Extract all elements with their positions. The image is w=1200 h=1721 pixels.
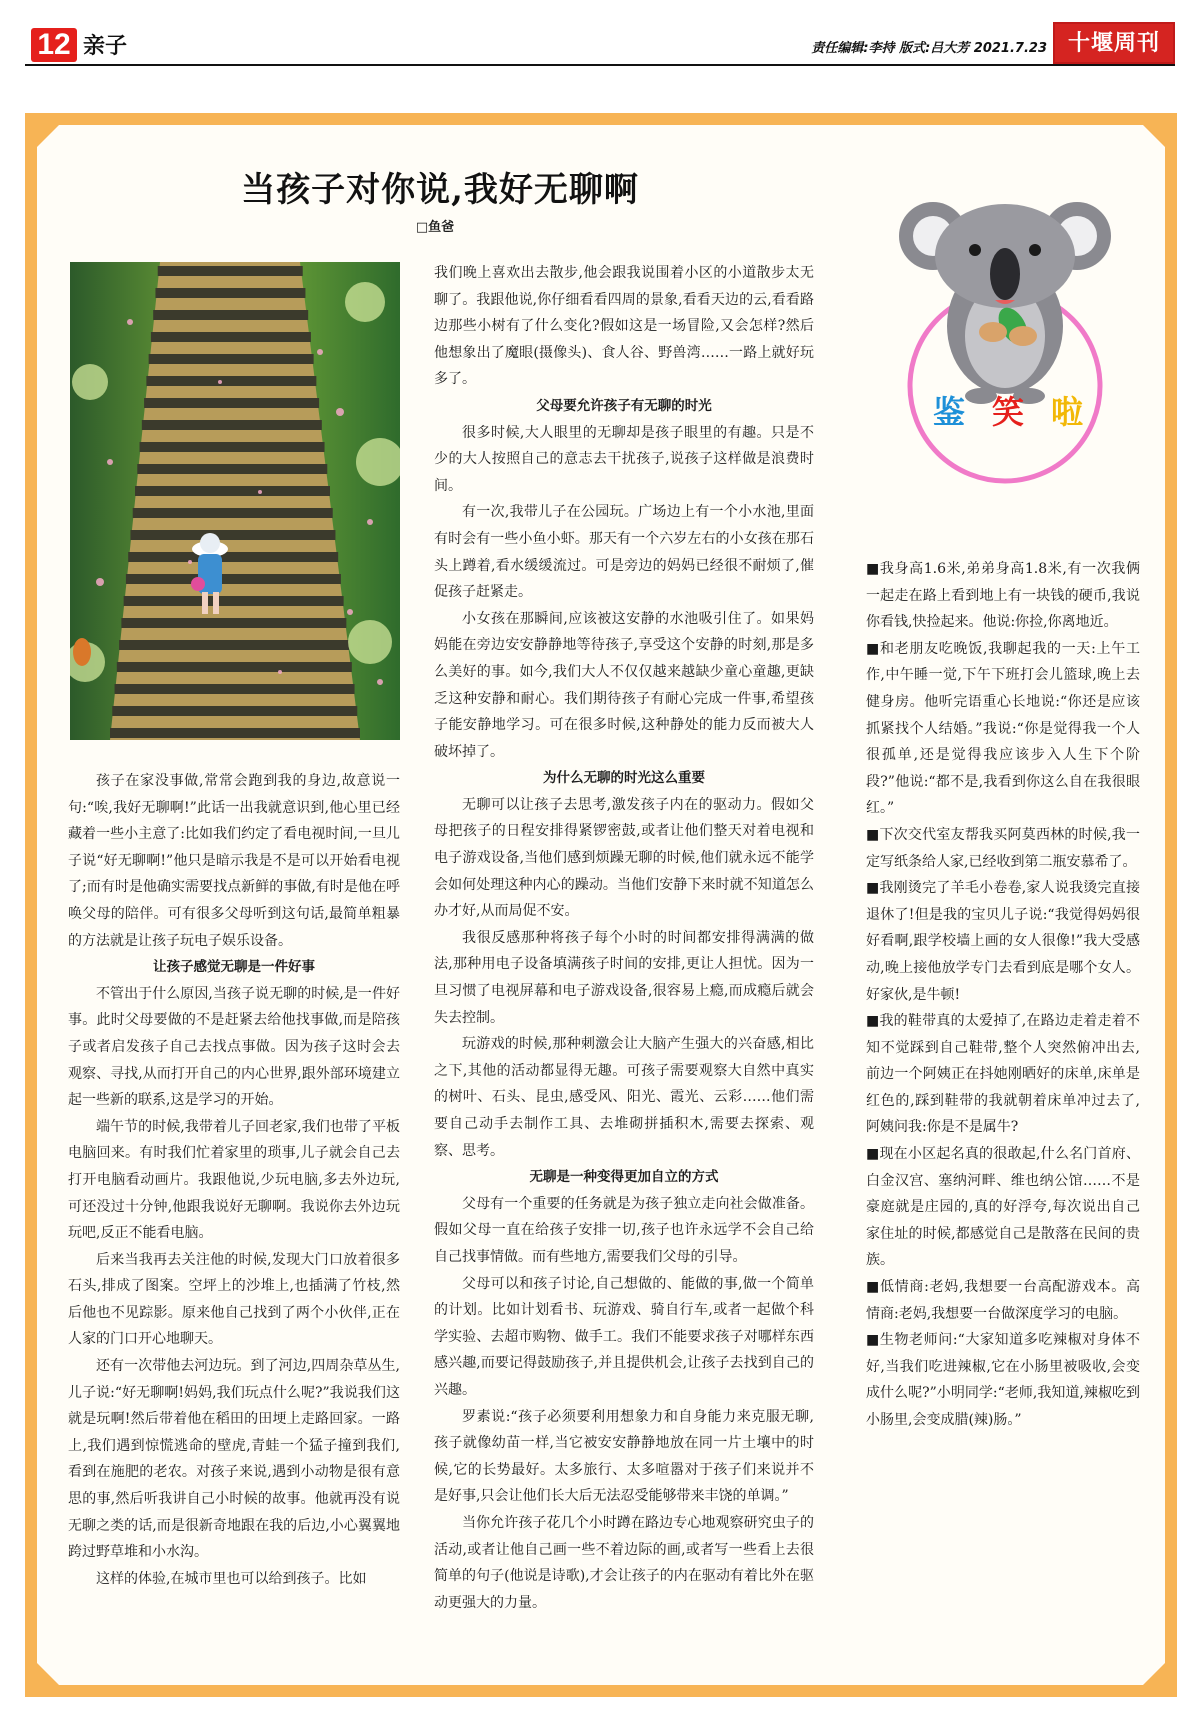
joke-item: ■现在小区起名真的很敢起,什么名门首府、白金汉宫、塞纳河畔、维也纳公馆……不是豪庭就是庄园的,真的好浮夸,每次说出自己家住址的时候,都感觉自己是散落在民间的贵族。 — [866, 1146, 1140, 1269]
section-name: 亲子 — [83, 34, 128, 59]
editor-credits: 责任编辑:李持 版式:吕大芳 2021.7.23 — [811, 41, 1047, 56]
paragraph: 玩游戏的时候,那种刺激会让大脑产生强大的兴奋感,相比之下,其他的活动都显得无趣。可孩子需要观察大自然中真实的树叶、石头、昆虫,感受风、阳光、霞光、云彩……他们需要自己动手去制作工具、去堆砌拼插积木,需要去探索、观察、思考。 — [434, 1036, 814, 1159]
stair-step — [158, 266, 303, 276]
article-title: 当孩子对你说,我好无聊啊 — [241, 170, 639, 210]
joke-item: ■生物老师问:“大家知道多吃辣椒对身体不好,当我们吃进辣椒,它在小肠里被吸收,会变成什么呢?”小明同学:“老师,我知道,辣椒吃到小肠里,会变成腊(辣)肠。” — [866, 1332, 1140, 1428]
stair-step — [140, 442, 325, 452]
joke-badge — [933, 392, 1083, 432]
paragraph: 无聊可以让孩子去思考,激发孩子内在的驱动力。假如父母把孩子的日程安排得紧锣密鼓,或者让他们整天对着电视和电子游戏设备,当他们感到烦躁无聊的时候,他们就永远不能学会如何处理这种内心的躁动。当他们安静下来时就不知道怎么办才好,从而局促不安。 — [434, 796, 814, 920]
paragraph: 我们晚上喜欢出去散步,他会跟我说围着小区的小道散步太无聊了。我跟他说,你仔细看看四周的景象,看看天边的云,看看路边那些小树有了什么变化?假如这是一场冒险,又会怎样?然后他想象出了魔眼(摄像头)、食人谷、野兽湾……一路上就好玩多了。 — [434, 265, 814, 388]
stair-step — [117, 662, 352, 672]
joke-item: ■低情商:老妈,我想要一台高配游戏本。高情商:老妈,我想要一台做深度学习的电脑。 — [866, 1279, 1140, 1322]
stair-step — [119, 640, 349, 650]
stair-step — [110, 728, 360, 738]
badge-char: 鉴 — [933, 393, 966, 431]
section-heading: 无聊是一种变得更加自立的方式 — [529, 1169, 719, 1186]
publication-logo: 十堰周刊 — [1053, 22, 1175, 64]
section-heading: 让孩子感觉无聊是一件好事 — [153, 959, 315, 976]
koala-illustration — [893, 196, 1118, 521]
frame-corner — [37, 1663, 59, 1685]
paragraph: 父母有一个重要的任务就是为孩子独立走向社会做准备。假如父母一直在给孩子安排一切,孩子也许永远学不会自己给自己找事情做。而有些地方,需要我们父母的引导。 — [434, 1195, 814, 1265]
paragraph: 我很反感那种将孩子每个小时的时间都安排得满满的做法,那种用电子设备填满孩子时间的安排,更让人担忧。因为一旦习惯了电视屏幕和电子游戏设备,很容易上瘾,而成瘾后就会失去控制。 — [434, 929, 814, 1026]
stair-step — [121, 618, 346, 628]
stair-step — [124, 596, 344, 606]
section-heading: 为什么无聊的时光这么重要 — [543, 770, 705, 787]
stair-step — [142, 420, 322, 430]
stair-step — [128, 552, 338, 562]
page-header — [25, 22, 1175, 64]
jokes-column — [866, 556, 1140, 1434]
joke-item: ■下次交代室友帮我买阿莫西林的时候,我一定写纸条给人家,已经收到第二瓶安慕希了。 — [866, 826, 1140, 870]
paragraph: 端午节的时候,我带着儿子回老家,我们也带了平板电脑回来。有时我们忙着家里的琐事,儿子就会自己去打开电脑看动画片。我跟他说,少玩电脑,多去外边玩,可还没过十分钟,他跟我说好无聊啊。我说你去外边玩玩吧,反正不能看电脑。 — [68, 1118, 400, 1242]
article-column-1 — [68, 768, 400, 1592]
stair-step — [115, 684, 355, 694]
paragraph: 后来当我再去关注他的时候,发现大门口放着很多石头,排成了图案。空坪上的沙堆上,也插满了竹枝,然后他也不见踪影。原来他自己找到了两个小伙伴,正在人家的门口开心地聊天。 — [68, 1251, 400, 1348]
stair-step — [149, 354, 314, 364]
paragraph: 父母可以和孩子讨论,自己想做的、能做的事,做一个简单的计划。比如计划看书、玩游戏、骑自行车,或者一起做个科学实验、去超市购物、做手工。我们不能要求孩子对哪样东西感兴趣,而要记得鼓励孩子,并且提供机会,让孩子去找到自己的兴趣。 — [434, 1275, 814, 1398]
badge-char: 笑 — [991, 393, 1024, 431]
paragraph: 小女孩在那瞬间,应该被这安静的水池吸引住了。如果妈妈能在旁边安安静静地等待孩子,享受这个安静的时刻,那是多么美好的事。如今,我们大人不仅仅越来越缺少童心童趣,更缺乏这种安静和耐心。我们期待孩子有耐心完成一件事,希望孩子能安静地学习。可在很多时候,这种静处的能力反而被大人破坏掉了。 — [434, 610, 814, 760]
section-heading: 父母要允许孩子有无聊的时光 — [536, 397, 712, 414]
stair-step — [137, 464, 327, 474]
paragraph: 有一次,我带儿子在公园玩。广场边上有一个小水池,里面有时会有一些小鱼小虾。那天有一个六岁左右的小女孩在那石头上蹲着,看水缓缓流过。可是旁边的妈妈已经很不耐烦了,催促孩子赶紧走。 — [434, 504, 814, 601]
paragraph: 这样的体验,在城市里也可以给到孩子。比如 — [96, 1570, 367, 1587]
stair-step — [144, 398, 319, 408]
paragraph: 孩子在家没事做,常常会跑到我的身边,故意说一句:“唉,我好无聊啊!”此话一出我就意识到,他心里已经藏着一些小主意了:比如我们约定了看电视时间,一旦儿子说“好无聊啊!”他只是暗示我是不是可以开始看电视了;而有时是他确实需要找点新鲜的事做,有时是他在呼唤父母的陪伴。可有很多父母听到这句话,最简单粗暴的方法就是让孩子玩电子娱乐设备。 — [68, 773, 400, 949]
joke-item: ■我刚烫完了羊毛小卷卷,家人说我烫完直接退休了!但是我的宝贝儿子说:“我觉得妈妈很好看啊,跟学校墙上画的女人很像!”我大受感动,晚上接他放学专门去看到底是哪个女人。好家伙,是牛顿! — [866, 880, 1140, 1003]
paragraph: 当你允许孩子花几个小时蹲在路边专心地观察研究虫子的活动,或者让他自己画一些不着边际的画,或者写一些看上去很简单的句子(他说是诗歌),才会让孩子的内在驱动有着比外在驱动更强大的力量。 — [434, 1514, 814, 1611]
badge-char: 啦 — [1050, 393, 1083, 431]
stair-step — [126, 574, 341, 584]
frame-corner — [1143, 1663, 1165, 1685]
frame-corner — [1143, 125, 1165, 147]
article-column-2 — [434, 260, 814, 1616]
stairs-illustration — [70, 262, 400, 740]
paragraph: 不管出于什么原因,当孩子说无聊的时候,是一件好事。此时父母要做的不是赶紧去给他找事做,而是陪孩子或者启发孩子自己去找点事做。因为孩子这时会去观察、寻找,从而打开自己的内心世界,跟外部环境建立起一些新的联系,这是学习的开始。 — [68, 985, 400, 1109]
paragraph: 还有一次带他去河边玩。到了河边,四周杂草丛生,儿子说:“好无聊啊!妈妈,我们玩点什么呢?”我说我们这就是玩啊!然后带着他在稻田的田埂上走路回家。一路上,我们遇到惊慌逃命的壁虎,青蛙一个猛子撞到我们,看到在施肥的老农。对孩子来说,遇到小动物是很有意思的事,然后听我讲自己小时候的故事。他就再没有说无聊之类的话,而是很新奇地跟在我的后边,小心翼翼地跨过野草堆和小水沟。 — [68, 1358, 400, 1561]
paragraph: 很多时候,大人眼里的无聊却是孩子眼里的有趣。只是不少的大人按照自己的意志去干扰孩子,说孩子这样做是浪费时间。 — [434, 424, 814, 494]
stair-step — [151, 332, 311, 342]
joke-item: ■和老朋友吃晚饭,我聊起我的一天:上午工作,中午睡一觉,下午下班打会儿篮球,晚上去健身房。他听完语重心长地说:“你还是应该抓紧找个人结婚。”我说:“你是觉得我一个人很孤单,还是觉得我应该步入人生下个阶段?”他说:“都不是,我看到你这么自在我很眼红。” — [866, 640, 1140, 817]
paragraph: 罗素说:“孩子必须要利用想象力和自身能力来克服无聊,孩子就像幼苗一样,当它被安安静静地放在同一片土壤中的时候,它的长势最好。太多旅行、太多喧嚣对于孩子们来说并不是好事,只会让他们长大后无法忍受能够带来丰饶的单调。” — [434, 1408, 814, 1505]
frame-corner — [37, 125, 59, 147]
article-author: □鱼爸 — [415, 220, 455, 235]
stair-step — [146, 376, 316, 386]
stair-step — [133, 508, 333, 518]
stair-step — [153, 310, 308, 320]
stair-step — [135, 486, 330, 496]
stair-step — [155, 288, 305, 298]
page-number: 12 — [31, 28, 77, 62]
header-rule — [25, 64, 1175, 66]
stair-step — [112, 706, 357, 716]
joke-item: ■我的鞋带真的太爱掉了,在路边走着走着不知不觉踩到自己鞋带,整个人突然俯冲出去,前边一个阿姨正在抖她刚晒好的床单,床单是红色的,踩到鞋带的我就朝着床单冲过去了,阿姨问我:你是不是属牛? — [866, 1013, 1140, 1136]
stair-step — [130, 530, 335, 540]
joke-item: ■我身高1.6米,弟弟身高1.8米,有一次我俩一起走在路上看到地上有一块钱的硬币,我说你看钱,快捡起来。他说:你捡,你离地近。 — [866, 561, 1140, 631]
